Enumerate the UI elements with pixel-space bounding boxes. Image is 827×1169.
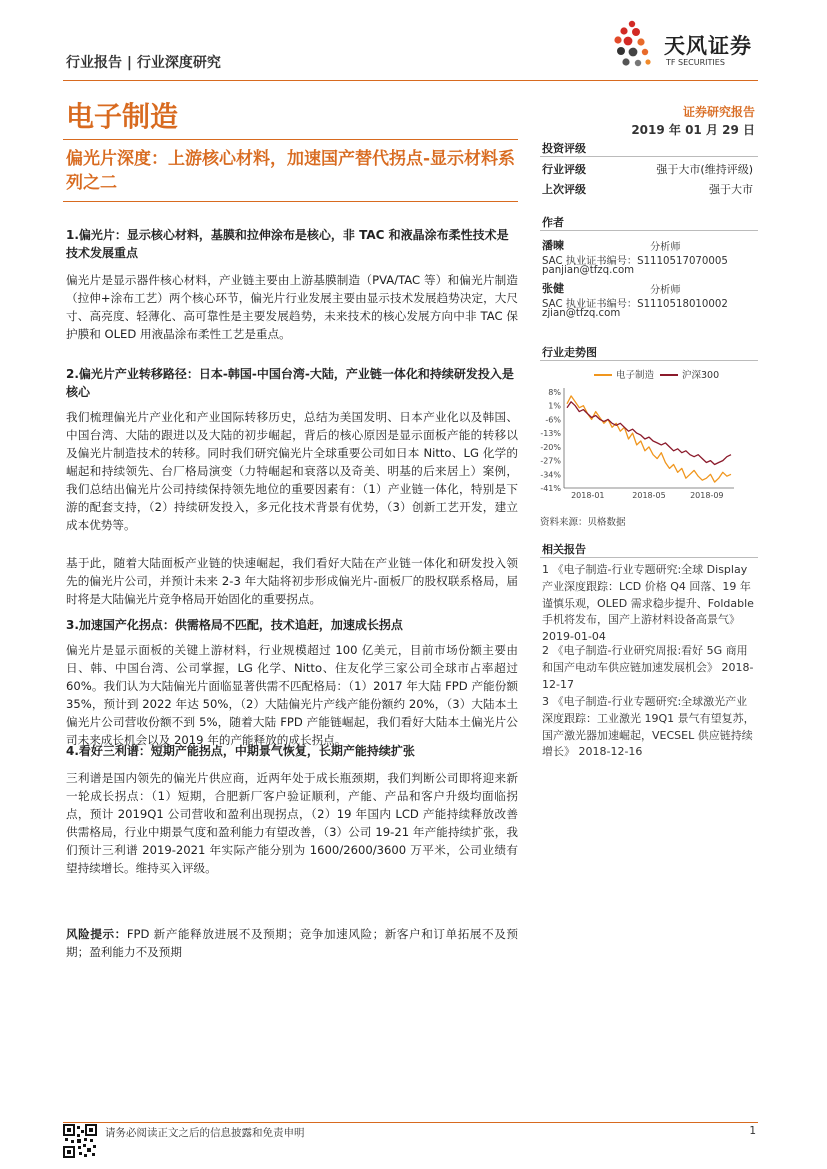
author-1-name: 潘暕	[542, 239, 564, 252]
author-2-email[interactable]: zjian@tfzq.com	[542, 308, 621, 319]
page-number: 1	[749, 1125, 756, 1137]
footer-rule	[63, 1122, 758, 1123]
section-3-heading: 3.加速国产化拐点：供需格局不匹配，技术追赶，加速成长拐点	[66, 618, 403, 632]
author-1-role: 分析师	[650, 242, 681, 253]
y-tick-label: -41%	[540, 484, 561, 493]
risk-warning	[66, 925, 518, 961]
section-1-heading: 1.偏光片：显示核心材料，基膜和拉伸涂布是核心，非 TAC 和液晶涂布柔性技术是技术发展重点	[66, 228, 509, 260]
y-tick-label: -27%	[540, 456, 561, 466]
section-4-heading: 4.看好三利谱：短期产能拐点，中期景气恢复，长期产能持续扩张	[66, 744, 415, 758]
rating-value: 强于大市(维持评级)	[656, 163, 753, 176]
report-date: 2019 年 01 月 29 日	[631, 123, 755, 137]
section-2-heading: 2.偏光片产业转移路径：日本-韩国-中国台湾-大陆，产业链一体化和持续研发投入是核心	[66, 367, 514, 399]
y-tick-label: 1%	[548, 401, 561, 411]
legend-label-csi300: 沪深300	[682, 370, 720, 381]
sector-title: 电子制造	[66, 100, 179, 133]
prev-rating-value: 强于大市	[709, 183, 753, 196]
authors-rule	[540, 230, 758, 231]
series-line-csi300	[567, 402, 731, 465]
qr-code-icon	[63, 1124, 97, 1158]
author-2-role: 分析师	[650, 285, 681, 296]
report-category: 行业报告 | 行业深度研究	[66, 55, 221, 71]
authors-title: 作者	[542, 216, 564, 229]
rating-label: 行业评级	[542, 163, 586, 176]
y-tick-label: -13%	[540, 429, 561, 439]
related-report-2[interactable]: 2 《电子制造-行业研究周报:看好 5G 商用和国产电动车供应链加速发展机会》 2018-12-17	[542, 644, 754, 691]
author-1-email[interactable]: panjian@tfzq.com	[542, 265, 635, 276]
related-report-3[interactable]: 3 《电子制造-行业专题研究:全球激光产业深度跟踪：工业激光 19Q1 景气有望复苏，国产激光器加速崛起，VECSEL 供应链持续增长》 2018-12-16	[542, 695, 755, 759]
title-bottom-rule	[63, 201, 518, 202]
chart-lines	[567, 396, 731, 482]
section-2-para-2: 基于此，随着大陆面板产业链的快速崛起，我们看好大陆在产业链一体化和研发投入领先的偏光片公司，并预计未来 2-3 年大陆将初步形成偏光片-面板厂的股权联系格局，届时将是大陆偏光片竞争格局开始固化的重要拐点。	[66, 556, 518, 606]
report-type: 证券研究报告	[682, 105, 755, 119]
series-line-electronics	[567, 396, 731, 482]
related-rule	[540, 557, 758, 558]
y-tick-label: -6%	[545, 415, 561, 425]
logo-mark-icon	[612, 20, 658, 72]
related-title: 相关报告	[542, 543, 586, 556]
report-title: 偏光片深度：上游核心材料，加速国产替代拐点-显示材料系列之二	[66, 149, 516, 193]
author-2-name: 张健	[542, 282, 564, 295]
section-1-para-1: 偏光片是显示器件核心材料，产业链主要由上游基膜制造（PVA/TAC 等）和偏光片制造（拉伸+涂布工艺）两个核心环节，偏光片行业发展主要由显示技术发展趋势决定，大尺寸、高亮度、轻薄化、高可靠性是主要发展趋势，未来技术的核心发展方向中非 TAC 保护膜和 OLED 用液晶涂布柔性工艺是重点。	[66, 273, 518, 341]
section-3-para-1: 偏光片是显示面板的关键上游材料，行业规模超过 100 亿美元，目前市场份额主要由日、韩、中国台湾、公司掌握，LG 化学、Nitto、住友化学三家公司全球市占率超过 60%。我们认为大陆偏光片面临显著供需不匹配格局：（1）2017 年大陆 FPD 产能份额 35%，预计到 2022 年达 50%，（2）大陆偏光片产线产能份额约 20%，（3）大陆本土偏光片公司营收份额不到 5%，随着大陆 FPD 产能链崛起，我们看好大陆本土偏光片公司未来成长机会以及 2019 年的产能释放的成长拐点。	[66, 643, 518, 747]
legend-label-electronics: 电子制造	[616, 370, 655, 381]
title-top-rule	[63, 139, 518, 140]
section-2-para-1: 我们梳理偏光片产业化和产业国际转移历史，总结为美国发明、日本产业化以及韩国、中国台湾、大陆的跟进以及大陆的初步崛起，背后的核心原因是显示面板产能的转移以及偏光片制造技术的转移。同时我们研究偏光片全球重要公司如日本 Nitto、LG 化学的崛起和持续领先、台厂格局演变（力特崛起和衰落以及奇美、明基的后来居上）案例，我们总结出偏光片公司持续保持领先地位的重要因素有：（1）产业链一体化，特别是下游的配套支持，（2）持续研发投入，多元化技术背景有优势，（3）创新工艺开发，建立成本优势等。	[66, 410, 518, 532]
risk-label: 风险提示：	[66, 927, 127, 941]
brand-name-cn: 天风证券	[664, 34, 752, 58]
trend-rule	[540, 360, 758, 361]
x-tick-label: 2018-01	[571, 491, 605, 500]
header-rule	[63, 80, 758, 81]
author-2-cert: SAC 执业证书编号：S1110518010002	[542, 299, 728, 310]
y-tick-label: 8%	[548, 388, 561, 397]
prev-rating-label: 上次评级	[542, 183, 586, 196]
rating-title: 投资评级	[542, 142, 586, 155]
risk-text: FPD 新产能释放进展不及预期；竞争加速风险；新客户和订单拓展不及预期；盈利能力不及预期	[66, 927, 518, 959]
brand-logo	[612, 18, 762, 76]
chart-legend	[594, 369, 719, 381]
x-tick-label: 2018-09	[690, 491, 724, 500]
industry-trend-chart	[536, 364, 758, 504]
footer-disclaimer: 请务必阅读正文之后的信息披露和免责申明	[105, 1127, 305, 1139]
rating-rule	[540, 156, 758, 157]
trend-title: 行业走势图	[542, 346, 597, 359]
y-tick-label: -20%	[540, 442, 561, 452]
section-4-para-1: 三利谱是国内领先的偏光片供应商，近两年处于成长瓶颈期，我们判断公司即将迎来新一轮成长拐点：（1）短期，合肥新厂客户验证顺利，产能、产品和客户升级均面临拐点，预计 2019Q1 公司营收和盈利出现拐点，（2）19 年国内 LCD 产能持续释放改善供需格局，行业中期景气度和盈利能力有望改善，（3）公司 19-21 年产能持续扩张，我们预计三利谱 2019-2021 年实际产能分别为 1600/2600/3600 万平米，公司业绩有望持续增长。维持买入评级。	[66, 771, 518, 875]
y-tick-label: -34%	[540, 470, 561, 480]
related-report-1[interactable]: 1 《电子制造-行业专题研究:全球 Display 产业深度跟踪：LCD 价格 Q4 回落、19 年谨慎乐观，OLED 需求稳步提升、Foldable 手机将发布，国产上游材料设备高景气》 2019-01-04	[542, 563, 754, 644]
brand-name-en: TF SECURITIES	[666, 58, 725, 67]
x-tick-label: 2018-05	[632, 491, 666, 500]
author-1-cert: SAC 执业证书编号：S1110517070005	[542, 256, 728, 267]
chart-source: 资料来源：贝格数据	[540, 517, 626, 528]
